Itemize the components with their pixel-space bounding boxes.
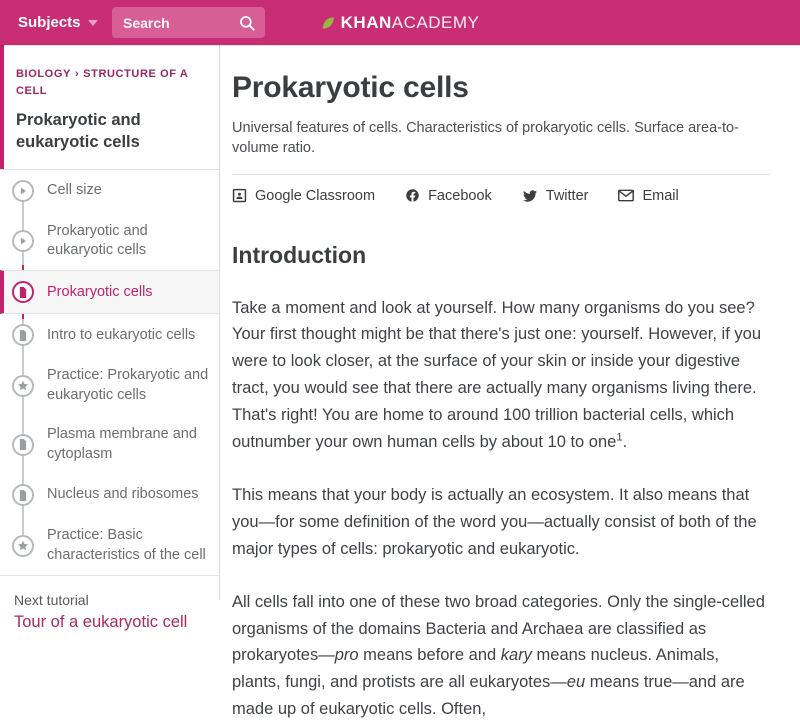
item-type-icon xyxy=(12,484,34,506)
share-button[interactable] xyxy=(522,188,589,204)
item-type-icon xyxy=(12,281,34,303)
tutorial-item-label: Cell size xyxy=(47,181,102,198)
tutorial-list-item[interactable] xyxy=(0,516,219,575)
share-button[interactable] xyxy=(405,188,492,204)
tutorial-item-label: Prokaryotic cells xyxy=(47,283,153,300)
search-placeholder: Search xyxy=(123,14,170,31)
breadcrumb-subject[interactable]: BIOLOGY xyxy=(16,68,71,80)
chevron-down-icon xyxy=(88,20,98,26)
logo-text-khan: KHAN xyxy=(340,12,392,32)
next-tutorial-link[interactable]: Tour of a eukaryotic cell xyxy=(14,613,188,631)
share-button-label: Facebook xyxy=(428,187,492,204)
tutorial-list-item[interactable] xyxy=(0,212,219,271)
tutorial-item-label: Plasma membrane and cytoplasm xyxy=(47,426,197,462)
play-icon xyxy=(18,186,28,196)
tutorial-list-item[interactable] xyxy=(0,170,219,212)
search-input[interactable] xyxy=(112,7,265,38)
search-icon[interactable] xyxy=(238,14,256,32)
play-icon xyxy=(18,236,28,246)
share-button[interactable] xyxy=(618,188,678,204)
next-tutorial-block xyxy=(0,576,219,646)
article-paragraph: Take a moment and look at yourself. How many organisms do you see? Your first thought might be that there's just one: yourself. However, if you were to look closer, at the surface of your skin or inside your digestive tract, you would see that there are actually many organisms living there. That's right! You are home to around 100 trillion bacterial cells, which outnumber your own human cells by about 10 to one$^1$. xyxy=(232,298,761,452)
tutorial-list-item[interactable] xyxy=(0,474,219,516)
google-classroom-icon xyxy=(232,188,247,203)
breadcrumb xyxy=(16,66,203,100)
breadcrumb-topic[interactable]: STRUCTURE OF A CELL xyxy=(16,68,188,98)
email-icon xyxy=(618,189,634,202)
share-button-row xyxy=(232,188,770,204)
facebook-icon xyxy=(405,188,420,203)
item-type-icon xyxy=(12,230,34,252)
star-icon xyxy=(17,380,29,392)
article-icon xyxy=(18,287,28,298)
subjects-label: Subjects xyxy=(18,14,81,31)
page-title: Prokaryotic cells xyxy=(232,71,469,104)
page-body xyxy=(0,45,800,719)
tutorial-item-list xyxy=(0,170,219,575)
tutorial-sidebar xyxy=(0,45,220,631)
share-button-label: Twitter xyxy=(545,187,589,204)
article-paragraph: All cells fall into one of these two broad categories. Only the single-celled organisms of the domains Bacteria and Archaea are classified as prokaryotes—pro means before and kary means nucleus. Animals, plants, fungi, and protists are all eukaryotes—eu means true—and are made up of eukaryotic cells. Often, xyxy=(232,592,765,719)
khan-academy-logo[interactable] xyxy=(321,13,480,33)
share-button-label: Google Classroom xyxy=(255,187,376,204)
article-body xyxy=(232,295,770,723)
tutorial-item-label: Intro to eukaryotic cells xyxy=(47,326,196,343)
article-main xyxy=(220,45,800,719)
divider xyxy=(232,174,770,175)
page-subtitle: Universal features of cells. Characteristics of prokaryotic cells. Surface area-to-volume ratio. xyxy=(232,120,739,157)
tutorial-list-item[interactable] xyxy=(0,415,219,474)
tutorial-list-item[interactable] xyxy=(0,314,219,356)
top-navigation-bar xyxy=(0,0,800,45)
section-heading: Introduction xyxy=(232,241,367,268)
item-type-icon xyxy=(12,434,34,456)
star-icon xyxy=(17,540,29,552)
leaf-icon xyxy=(321,15,336,31)
tutorial-item-label: Nucleus and ribosomes xyxy=(47,486,199,503)
item-type-icon xyxy=(12,324,34,346)
article-icon xyxy=(18,330,28,341)
item-type-icon xyxy=(12,180,34,202)
tutorial-title: Prokaryotic and eukaryotic cells xyxy=(16,111,141,152)
subjects-menu-button[interactable] xyxy=(18,14,98,31)
tutorial-list-item[interactable] xyxy=(0,270,219,314)
twitter-icon xyxy=(522,189,538,203)
tutorial-item-label: Prokaryotic and eukaryotic cells xyxy=(47,222,148,259)
item-type-icon xyxy=(12,535,34,557)
tutorial-item-label: Practice: Basic characteristics of the cell xyxy=(47,527,206,563)
logo-text-academy: ACADEMY xyxy=(391,12,480,32)
tutorial-item-label: Practice: Prokaryotic and eukaryotic cells xyxy=(47,367,209,403)
breadcrumb-separator-icon: › xyxy=(74,68,80,80)
article-icon xyxy=(18,490,28,501)
article-icon xyxy=(18,439,28,450)
tutorial-header xyxy=(0,45,219,169)
share-button-label: Email xyxy=(642,187,679,204)
article-paragraph: This means that your body is actually an ecosystem. It also means that you—for some definition of the word you—actually consist of both of the major types of cells: prokaryotic and eukaryotic. xyxy=(232,485,757,558)
tutorial-list-item[interactable] xyxy=(0,356,219,415)
next-tutorial-label: Next tutorial xyxy=(14,592,89,608)
item-type-icon xyxy=(12,375,34,397)
share-button[interactable] xyxy=(232,188,375,204)
